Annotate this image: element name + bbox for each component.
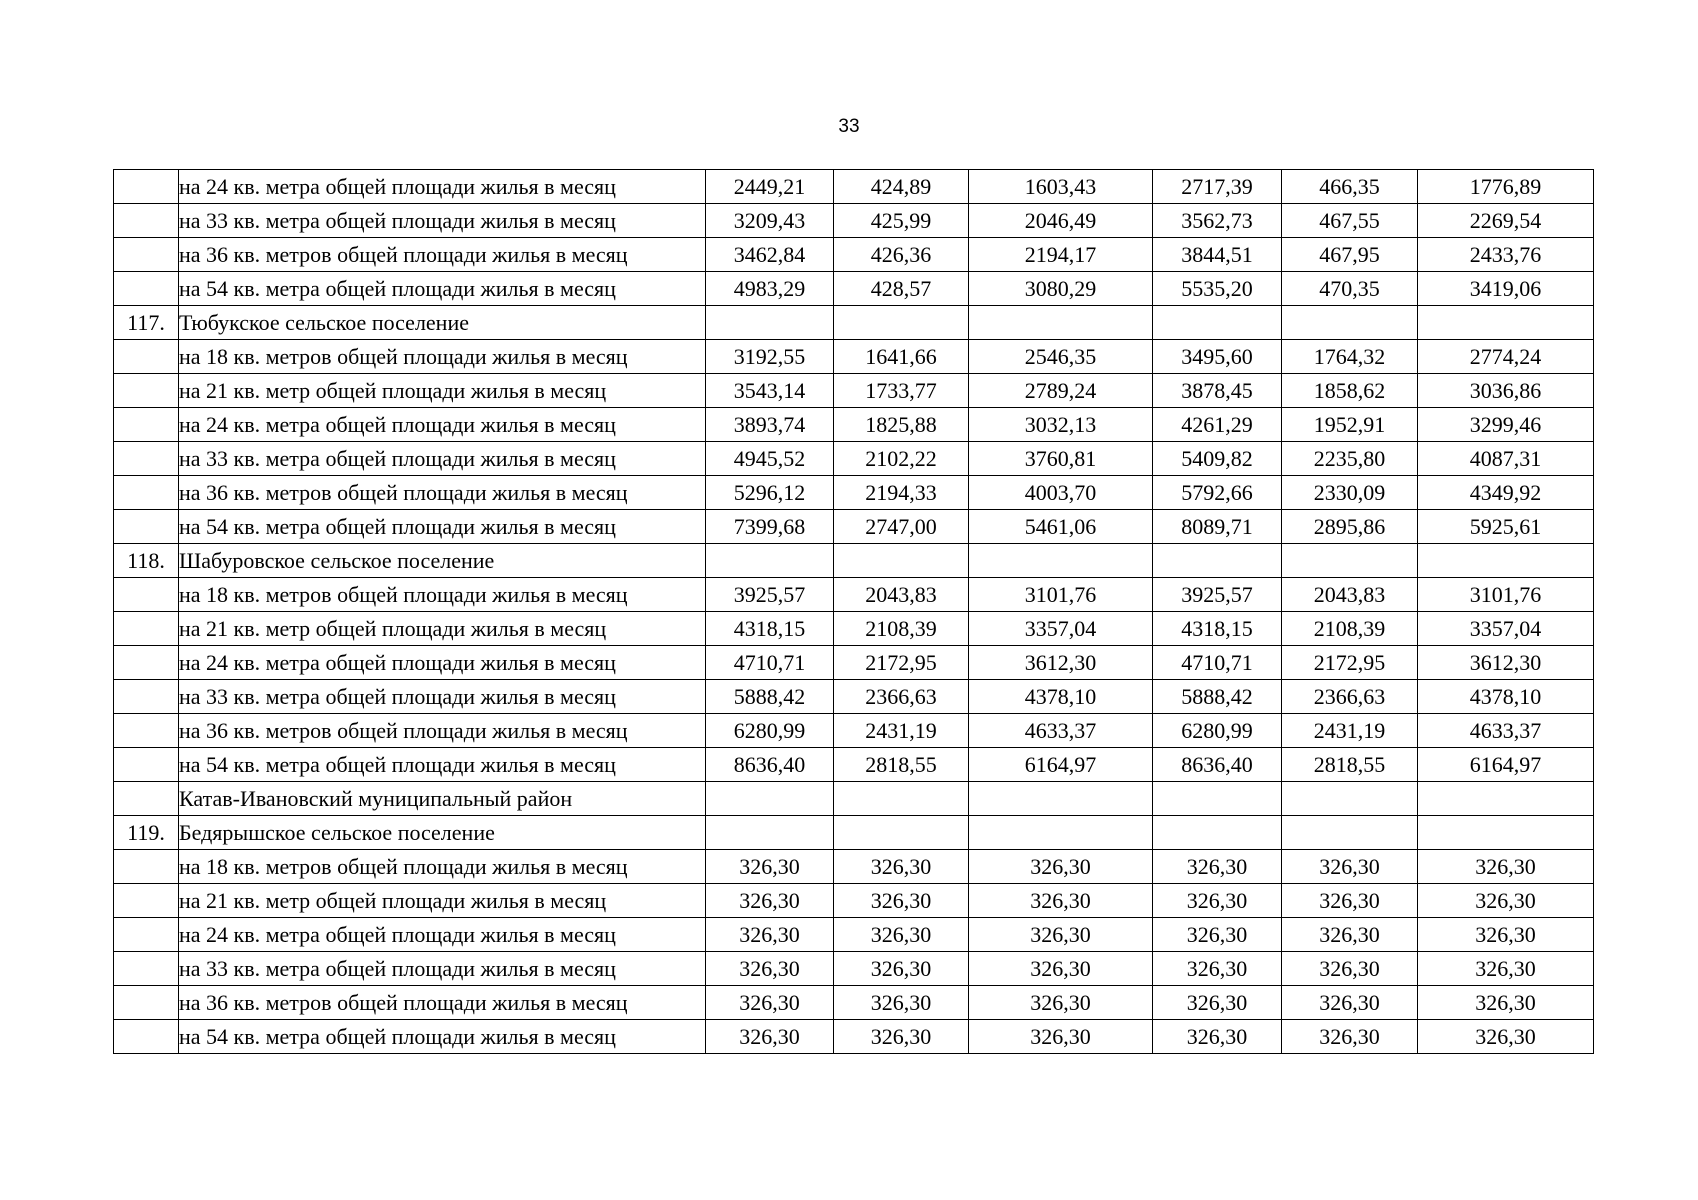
table-row — [114, 714, 1594, 748]
row-name-cell: на 18 кв. метров общей площади жилья в месяц — [179, 578, 706, 612]
row-name-cell: на 36 кв. метров общей площади жилья в месяц — [179, 476, 706, 510]
row-number-cell — [114, 612, 179, 646]
value-cell: 4633,37 — [1418, 714, 1594, 748]
value-cell: 2235,80 — [1282, 442, 1418, 476]
value-cell: 3209,43 — [706, 204, 834, 238]
row-name-cell: на 21 кв. метр общей площади жилья в месяц — [179, 374, 706, 408]
value-cell: 2449,21 — [706, 170, 834, 204]
row-name-cell: на 54 кв. метра общей площади жилья в месяц — [179, 272, 706, 306]
value-cell: 326,30 — [1418, 1020, 1594, 1054]
table-row — [114, 204, 1594, 238]
table-row — [114, 374, 1594, 408]
row-number-cell — [114, 170, 179, 204]
value-cell: 8089,71 — [1153, 510, 1282, 544]
table-body — [114, 170, 1594, 1054]
value-cell: 4633,37 — [969, 714, 1153, 748]
value-cell: 326,30 — [1153, 952, 1282, 986]
value-cell: 326,30 — [969, 850, 1153, 884]
row-name-cell: на 18 кв. метров общей площади жилья в месяц — [179, 340, 706, 374]
table-row — [114, 544, 1594, 578]
value-cell: 326,30 — [1153, 1020, 1282, 1054]
value-cell: 3760,81 — [969, 442, 1153, 476]
table-row — [114, 578, 1594, 612]
value-cell: 1825,88 — [834, 408, 969, 442]
value-cell — [1418, 816, 1594, 850]
value-cell: 4945,52 — [706, 442, 834, 476]
value-cell: 3893,74 — [706, 408, 834, 442]
value-cell: 4378,10 — [1418, 680, 1594, 714]
page-number: 33 — [838, 116, 860, 137]
value-cell: 5925,61 — [1418, 510, 1594, 544]
value-cell: 1952,91 — [1282, 408, 1418, 442]
row-number-cell — [114, 884, 179, 918]
value-cell: 5888,42 — [706, 680, 834, 714]
value-cell: 1858,62 — [1282, 374, 1418, 408]
value-cell: 5792,66 — [1153, 476, 1282, 510]
row-name-cell: на 33 кв. метра общей площади жилья в месяц — [179, 204, 706, 238]
value-cell: 2046,49 — [969, 204, 1153, 238]
row-name-cell: на 36 кв. метров общей площади жилья в месяц — [179, 986, 706, 1020]
value-cell — [1282, 544, 1418, 578]
value-cell: 326,30 — [1418, 850, 1594, 884]
value-cell: 4261,29 — [1153, 408, 1282, 442]
value-cell — [969, 782, 1153, 816]
value-cell: 3357,04 — [1418, 612, 1594, 646]
value-cell — [1153, 782, 1282, 816]
value-cell — [1153, 816, 1282, 850]
table-row — [114, 1020, 1594, 1054]
value-cell: 1764,32 — [1282, 340, 1418, 374]
value-cell — [706, 782, 834, 816]
row-number-cell — [114, 986, 179, 1020]
value-cell: 3925,57 — [706, 578, 834, 612]
value-cell — [969, 816, 1153, 850]
table-row — [114, 952, 1594, 986]
row-number-cell — [114, 680, 179, 714]
value-cell: 3192,55 — [706, 340, 834, 374]
value-cell: 2269,54 — [1418, 204, 1594, 238]
table-row — [114, 748, 1594, 782]
value-cell: 326,30 — [1282, 918, 1418, 952]
value-cell: 4087,31 — [1418, 442, 1594, 476]
value-cell: 326,30 — [1153, 850, 1282, 884]
value-cell: 326,30 — [834, 952, 969, 986]
table-row — [114, 170, 1594, 204]
row-name-cell: на 21 кв. метр общей площади жилья в месяц — [179, 884, 706, 918]
value-cell: 326,30 — [706, 1020, 834, 1054]
value-cell — [1282, 782, 1418, 816]
value-cell — [706, 544, 834, 578]
value-cell — [834, 544, 969, 578]
row-name-cell: на 24 кв. метра общей площади жилья в месяц — [179, 646, 706, 680]
value-cell: 326,30 — [834, 884, 969, 918]
row-number-cell — [114, 646, 179, 680]
value-cell: 326,30 — [706, 918, 834, 952]
value-cell: 6280,99 — [1153, 714, 1282, 748]
row-number-cell — [114, 850, 179, 884]
row-number-cell — [114, 442, 179, 476]
value-cell: 4349,92 — [1418, 476, 1594, 510]
table-row — [114, 782, 1594, 816]
value-cell — [834, 782, 969, 816]
value-cell: 4318,15 — [706, 612, 834, 646]
row-name-cell: на 33 кв. метра общей площади жилья в месяц — [179, 952, 706, 986]
row-name-cell: на 33 кв. метра общей площади жилья в месяц — [179, 680, 706, 714]
value-cell: 2431,19 — [1282, 714, 1418, 748]
row-number-cell — [114, 340, 179, 374]
value-cell — [1282, 306, 1418, 340]
value-cell: 6164,97 — [1418, 748, 1594, 782]
row-number-cell: 117. — [114, 306, 179, 340]
value-cell — [834, 816, 969, 850]
value-cell: 4003,70 — [969, 476, 1153, 510]
value-cell: 2774,24 — [1418, 340, 1594, 374]
row-name-cell: на 33 кв. метра общей площади жилья в месяц — [179, 442, 706, 476]
value-cell: 326,30 — [1418, 884, 1594, 918]
row-name-cell: Шабуровское сельское поселение — [179, 544, 706, 578]
row-number-cell — [114, 476, 179, 510]
row-number-cell — [114, 204, 179, 238]
table-row — [114, 510, 1594, 544]
value-cell: 467,95 — [1282, 238, 1418, 272]
value-cell: 3543,14 — [706, 374, 834, 408]
value-cell: 425,99 — [834, 204, 969, 238]
row-number-cell — [114, 748, 179, 782]
value-cell: 4710,71 — [706, 646, 834, 680]
value-cell: 426,36 — [834, 238, 969, 272]
value-cell: 326,30 — [969, 1020, 1153, 1054]
value-cell: 2546,35 — [969, 340, 1153, 374]
row-name-cell: Тюбукское сельское поселение — [179, 306, 706, 340]
value-cell: 326,30 — [1153, 884, 1282, 918]
value-cell: 424,89 — [834, 170, 969, 204]
value-cell: 428,57 — [834, 272, 969, 306]
value-cell — [969, 306, 1153, 340]
table-row — [114, 272, 1594, 306]
value-cell: 326,30 — [1282, 1020, 1418, 1054]
value-cell: 326,30 — [969, 986, 1153, 1020]
value-cell — [1418, 544, 1594, 578]
table-row — [114, 442, 1594, 476]
value-cell: 2172,95 — [834, 646, 969, 680]
value-cell: 4318,15 — [1153, 612, 1282, 646]
value-cell: 466,35 — [1282, 170, 1418, 204]
value-cell: 2108,39 — [1282, 612, 1418, 646]
table-row — [114, 476, 1594, 510]
row-name-cell: на 54 кв. метра общей площади жилья в месяц — [179, 748, 706, 782]
value-cell: 2895,86 — [1282, 510, 1418, 544]
value-cell: 3495,60 — [1153, 340, 1282, 374]
row-number-cell — [114, 272, 179, 306]
row-name-cell: на 24 кв. метра общей площади жилья в месяц — [179, 170, 706, 204]
table-row — [114, 986, 1594, 1020]
table-row — [114, 238, 1594, 272]
row-name-cell: Бедярышское сельское поселение — [179, 816, 706, 850]
value-cell: 2194,17 — [969, 238, 1153, 272]
value-cell: 3357,04 — [969, 612, 1153, 646]
value-cell: 6280,99 — [706, 714, 834, 748]
value-cell: 4983,29 — [706, 272, 834, 306]
row-number-cell — [114, 578, 179, 612]
row-number-cell: 119. — [114, 816, 179, 850]
value-cell: 4710,71 — [1153, 646, 1282, 680]
value-cell: 3925,57 — [1153, 578, 1282, 612]
value-cell: 3080,29 — [969, 272, 1153, 306]
value-cell: 326,30 — [834, 986, 969, 1020]
value-cell: 3419,06 — [1418, 272, 1594, 306]
row-name-cell: на 18 кв. метров общей площади жилья в месяц — [179, 850, 706, 884]
value-cell: 3101,76 — [1418, 578, 1594, 612]
row-number-cell: 118. — [114, 544, 179, 578]
value-cell: 326,30 — [1418, 986, 1594, 1020]
value-cell: 326,30 — [1282, 884, 1418, 918]
value-cell: 326,30 — [1282, 986, 1418, 1020]
value-cell: 5535,20 — [1153, 272, 1282, 306]
value-cell: 326,30 — [1153, 986, 1282, 1020]
table-row — [114, 816, 1594, 850]
value-cell: 2818,55 — [834, 748, 969, 782]
value-cell: 326,30 — [706, 850, 834, 884]
row-number-cell — [114, 238, 179, 272]
row-name-cell: на 21 кв. метр общей площади жилья в месяц — [179, 612, 706, 646]
value-cell: 326,30 — [969, 884, 1153, 918]
value-cell: 326,30 — [1282, 952, 1418, 986]
value-cell: 2043,83 — [1282, 578, 1418, 612]
value-cell: 3562,73 — [1153, 204, 1282, 238]
value-cell: 467,55 — [1282, 204, 1418, 238]
row-number-cell — [114, 918, 179, 952]
value-cell: 1776,89 — [1418, 170, 1594, 204]
row-name-cell: на 54 кв. метра общей площади жилья в месяц — [179, 510, 706, 544]
table-row — [114, 850, 1594, 884]
value-cell: 2747,00 — [834, 510, 969, 544]
tariff-table — [113, 169, 1594, 1054]
value-cell: 3844,51 — [1153, 238, 1282, 272]
value-cell — [1418, 782, 1594, 816]
row-number-cell — [114, 510, 179, 544]
row-number-cell — [114, 1020, 179, 1054]
value-cell — [969, 544, 1153, 578]
value-cell: 326,30 — [706, 986, 834, 1020]
value-cell: 2172,95 — [1282, 646, 1418, 680]
row-number-cell — [114, 408, 179, 442]
value-cell: 2366,63 — [1282, 680, 1418, 714]
value-cell — [1153, 544, 1282, 578]
value-cell: 326,30 — [1418, 918, 1594, 952]
row-name-cell: на 54 кв. метра общей площади жилья в месяц — [179, 1020, 706, 1054]
value-cell: 5409,82 — [1153, 442, 1282, 476]
value-cell: 6164,97 — [969, 748, 1153, 782]
value-cell — [706, 306, 834, 340]
value-cell: 3612,30 — [969, 646, 1153, 680]
value-cell: 1733,77 — [834, 374, 969, 408]
value-cell: 5888,42 — [1153, 680, 1282, 714]
value-cell: 3612,30 — [1418, 646, 1594, 680]
value-cell: 326,30 — [1153, 918, 1282, 952]
table-row — [114, 408, 1594, 442]
value-cell — [1282, 816, 1418, 850]
value-cell: 3462,84 — [706, 238, 834, 272]
value-cell: 326,30 — [1418, 952, 1594, 986]
value-cell: 1603,43 — [969, 170, 1153, 204]
value-cell: 7399,68 — [706, 510, 834, 544]
row-name-cell: на 24 кв. метра общей площади жилья в месяц — [179, 408, 706, 442]
value-cell: 1641,66 — [834, 340, 969, 374]
value-cell: 8636,40 — [1153, 748, 1282, 782]
row-name-cell: на 36 кв. метров общей площади жилья в месяц — [179, 238, 706, 272]
value-cell: 2043,83 — [834, 578, 969, 612]
row-number-cell — [114, 714, 179, 748]
value-cell — [834, 306, 969, 340]
row-number-cell — [114, 374, 179, 408]
value-cell: 3878,45 — [1153, 374, 1282, 408]
value-cell — [706, 816, 834, 850]
value-cell: 5461,06 — [969, 510, 1153, 544]
row-number-cell — [114, 952, 179, 986]
value-cell: 2431,19 — [834, 714, 969, 748]
value-cell: 326,30 — [834, 918, 969, 952]
value-cell: 326,30 — [969, 952, 1153, 986]
value-cell: 2194,33 — [834, 476, 969, 510]
value-cell: 2366,63 — [834, 680, 969, 714]
value-cell: 326,30 — [1282, 850, 1418, 884]
table-row — [114, 884, 1594, 918]
value-cell: 2789,24 — [969, 374, 1153, 408]
value-cell: 2108,39 — [834, 612, 969, 646]
table-row — [114, 612, 1594, 646]
row-name-cell: на 36 кв. метров общей площади жилья в месяц — [179, 714, 706, 748]
value-cell: 3299,46 — [1418, 408, 1594, 442]
table-row — [114, 646, 1594, 680]
row-name-cell: на 24 кв. метра общей площади жилья в месяц — [179, 918, 706, 952]
value-cell: 3036,86 — [1418, 374, 1594, 408]
value-cell: 326,30 — [834, 1020, 969, 1054]
value-cell: 470,35 — [1282, 272, 1418, 306]
row-name-cell: Катав-Ивановский муниципальный район — [179, 782, 706, 816]
value-cell: 2717,39 — [1153, 170, 1282, 204]
value-cell: 326,30 — [706, 952, 834, 986]
value-cell: 4378,10 — [969, 680, 1153, 714]
value-cell: 2433,76 — [1418, 238, 1594, 272]
table-row — [114, 680, 1594, 714]
value-cell: 326,30 — [969, 918, 1153, 952]
value-cell: 2102,22 — [834, 442, 969, 476]
value-cell: 3032,13 — [969, 408, 1153, 442]
table-row — [114, 340, 1594, 374]
value-cell: 8636,40 — [706, 748, 834, 782]
value-cell — [1418, 306, 1594, 340]
value-cell: 326,30 — [834, 850, 969, 884]
table-row — [114, 306, 1594, 340]
value-cell: 2330,09 — [1282, 476, 1418, 510]
value-cell: 3101,76 — [969, 578, 1153, 612]
value-cell: 2818,55 — [1282, 748, 1418, 782]
table-row — [114, 918, 1594, 952]
value-cell: 5296,12 — [706, 476, 834, 510]
row-number-cell — [114, 782, 179, 816]
value-cell: 326,30 — [706, 884, 834, 918]
value-cell — [1153, 306, 1282, 340]
